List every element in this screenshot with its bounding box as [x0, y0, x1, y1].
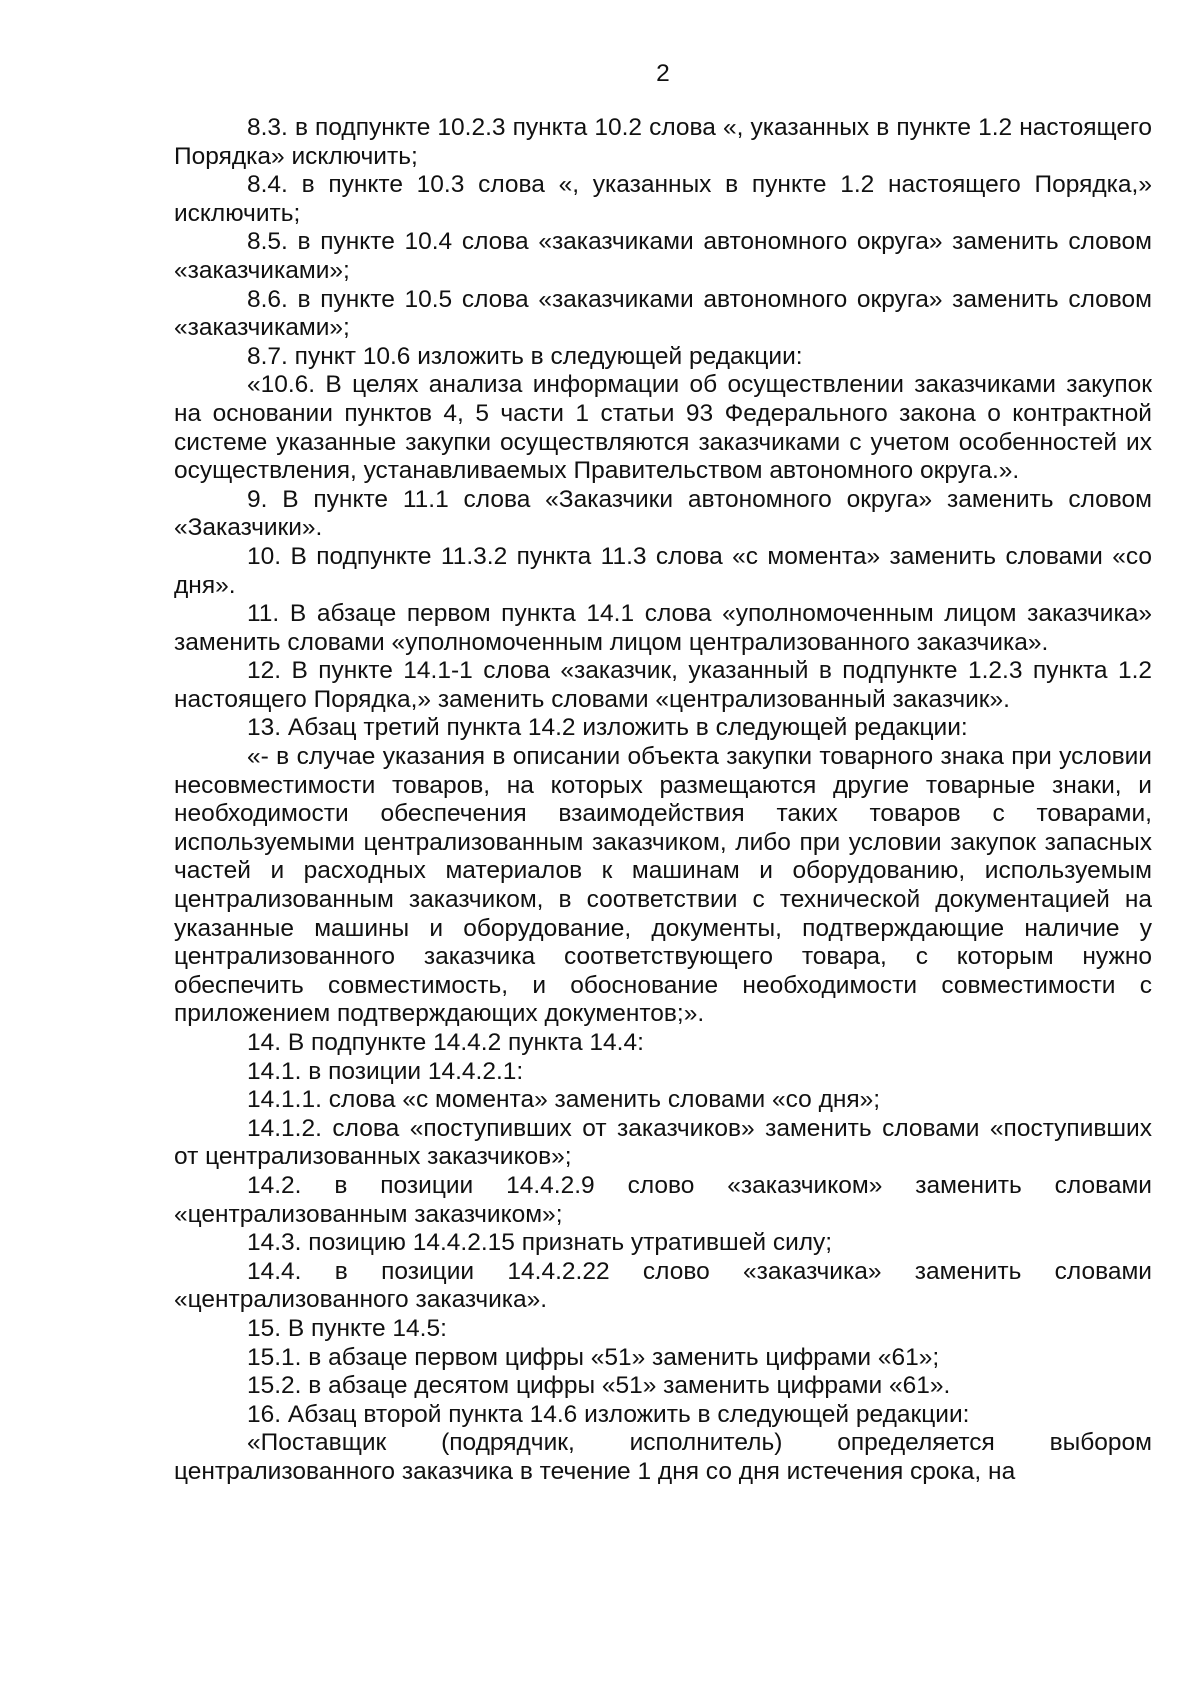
paragraph-16-quote: «Поставщик (подрядчик, исполнитель) определяется выбором централизованного заказчика в течение 1 дня со дня истечения срока, на	[174, 1429, 1152, 1485]
paragraph-13-quote: «- в случае указания в описании объекта закупки товарного знака при условии несовместимости товаров, на которых размещаются другие товарные знаки, и необходимости обеспечения взаимодействия таких товаров с товарами, используемыми централизованным заказчиком, либо при условии закупок запасных частей и расходных материалов к машинам и оборудованию, используемым централизованным заказчиком, в соответствии с технической документацией на указанные машины и оборудование, документы, подтверждающие наличие у централизованного заказчика соответствующего товара, с которым нужно обеспечить совместимость, и обоснование необходимости совместимости с приложением подтверждающих документов;».	[174, 743, 1152, 1028]
paragraph-16: 16. Абзац второй пункта 14.6 изложить в следующей редакции:	[247, 1400, 970, 1428]
paragraph-14-2: 14.2. в позиции 14.4.2.9 слово «заказчиком» заменить словами «централизованным заказчиком»;	[174, 1171, 1152, 1228]
paragraph-14-1-1: 14.1.1. слова «с момента» заменить словами «со дня»;	[247, 1086, 881, 1114]
paragraph-9: 9. В пункте 11.1 слова «Заказчики автономного округа» заменить словом «Заказчики».	[174, 485, 1152, 542]
paragraph-15: 15. В пункте 14.5:	[247, 1314, 447, 1342]
paragraph-8-6: 8.6. в пункте 10.5 слова «заказчиками автономного округа» заменить словом «заказчиками»;	[174, 285, 1152, 342]
paragraph-10-6-quote: «10.6. В целях анализа информации об осуществлении заказчиками закупок на основании пунктов 4, 5 части 1 статьи 93 Федерального закона о контрактной системе указанные закупки осуществляются заказчиками с учетом особенностей их осуществления, устанавливаемых Правительством автономного округа.».	[174, 371, 1152, 485]
paragraph-14-4: 14.4. в позиции 14.4.2.22 слово «заказчика» заменить словами «централизованного заказчика».	[174, 1257, 1152, 1314]
document-body	[174, 114, 1152, 1487]
paragraph-14-3: 14.3. позицию 14.4.2.15 признать утратившей силу;	[247, 1229, 833, 1257]
paragraph-14: 14. В подпункте 14.4.2 пункта 14.4:	[247, 1029, 644, 1056]
paragraph-15-1: 15.1. в абзаце первом цифры «51» заменить цифрами «61»;	[247, 1343, 940, 1371]
paragraph-14-1: 14.1. в позиции 14.4.2.1:	[247, 1057, 524, 1085]
paragraph-10: 10. В подпункте 11.3.2 пункта 11.3 слова «с момента» заменить словами «со дня».	[174, 542, 1152, 599]
paragraph-11: 11. В абзаце первом пункта 14.1 слова «уполномоченным лицом заказчика» заменить словами «уполномоченным лицом централизованного заказчика».	[174, 600, 1152, 656]
paragraph-13: 13. Абзац третий пункта 14.2 изложить в следующей редакции:	[247, 714, 968, 742]
paragraph-8-3: 8.3. в подпункте 10.2.3 пункта 10.2 слова «, указанных в пункте 1.2 настоящего Порядка» исключить;	[174, 114, 1152, 170]
document-page	[174, 60, 1152, 1487]
paragraph-8-7: 8.7. пункт 10.6 изложить в следующей редакции:	[247, 342, 803, 370]
paragraph-8-4: 8.4. в пункте 10.3 слова «, указанных в пункте 1.2 настоящего Порядка,» исключить;	[174, 171, 1152, 227]
paragraph-14-1-2: 14.1.2. слова «поступивших от заказчиков» заменить словами «поступивших от централизованных заказчиков»;	[174, 1114, 1152, 1171]
page-number: 2	[656, 60, 670, 87]
paragraph-12: 12. В пункте 14.1-1 слова «заказчик, указанный в подпункте 1.2.3 пункта 1.2 настоящего Порядка,» заменить словами «централизованный заказчик».	[174, 657, 1152, 713]
paragraph-8-5: 8.5. в пункте 10.4 слова «заказчиками автономного округа» заменить словом «заказчиками»;	[174, 228, 1152, 284]
paragraph-15-2: 15.2. в абзаце десятом цифры «51» заменить цифрами «61».	[247, 1372, 951, 1400]
